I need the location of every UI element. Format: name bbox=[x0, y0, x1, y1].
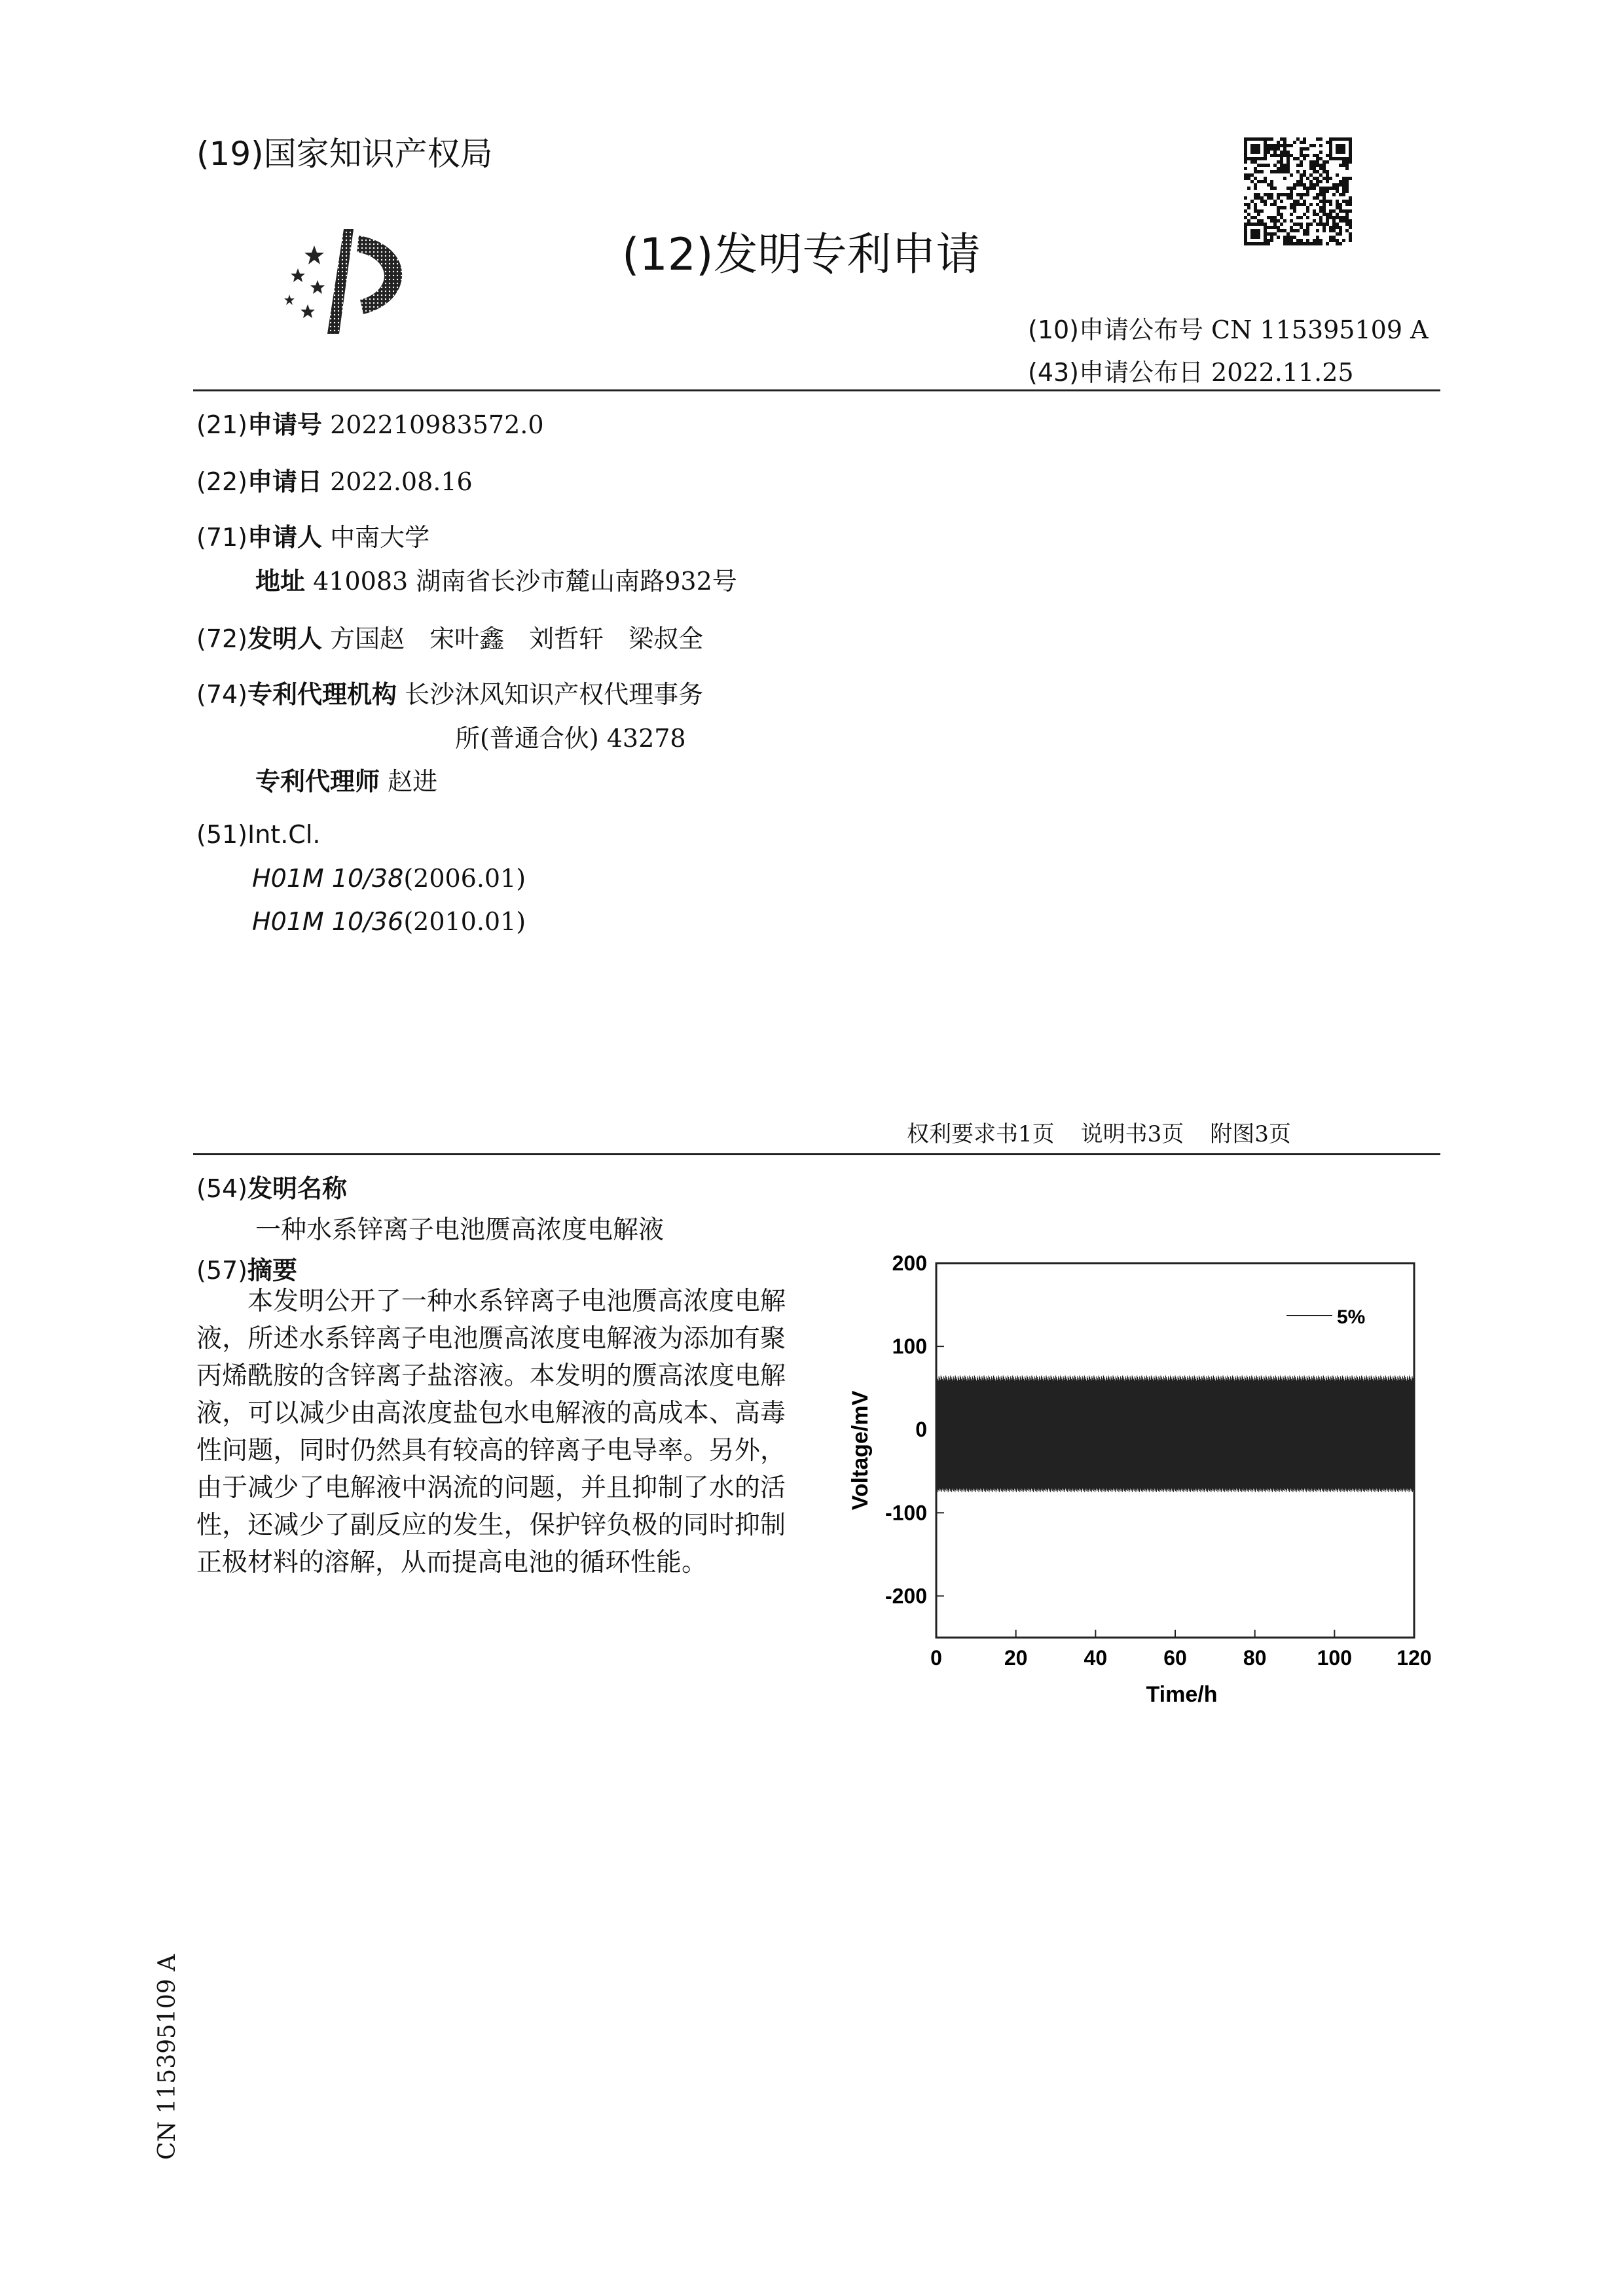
application-date-row bbox=[196, 461, 473, 497]
page-counts bbox=[907, 1116, 1291, 1148]
header-divider bbox=[193, 389, 1440, 391]
y-tick-label: -100 bbox=[884, 1501, 927, 1525]
publication-date: 2022.11.25 bbox=[1211, 358, 1354, 387]
ipc-version: (2006.01) bbox=[403, 864, 526, 893]
publication-number-row bbox=[1028, 310, 1429, 346]
side-publication-id bbox=[141, 1826, 219, 2166]
address-label: 地址 bbox=[255, 567, 306, 596]
cnipa-emblem-logo bbox=[262, 223, 432, 340]
y-tick-label: 100 bbox=[892, 1335, 927, 1359]
agency-name: 长沙沐风知识产权代理事务 bbox=[405, 680, 704, 709]
x-tick-label: 60 bbox=[1163, 1646, 1187, 1670]
voltage-time-chart bbox=[838, 1250, 1440, 1721]
legend-label: 5% bbox=[1337, 1306, 1366, 1328]
x-tick-label: 20 bbox=[1004, 1646, 1028, 1670]
inventors-label: 发明人 bbox=[247, 624, 323, 653]
title-heading bbox=[196, 1168, 347, 1204]
address-row bbox=[255, 561, 737, 597]
x-tick-label: 40 bbox=[1084, 1646, 1108, 1670]
y-axis-label: Voltage/mV bbox=[848, 1390, 873, 1511]
field-number: (21) bbox=[196, 410, 248, 439]
abstract-label: 摘要 bbox=[247, 1256, 298, 1285]
field-number: (54) bbox=[196, 1174, 248, 1203]
address: 410083 湖南省长沙市麓山南路932号 bbox=[313, 567, 737, 596]
document-type-title: (12)发明专利申请 bbox=[622, 229, 981, 281]
ipc-version: (2010.01) bbox=[403, 907, 526, 936]
abstract-text: 本发明公开了一种水系锌离子电池赝高浓度电解液，所述水系锌离子电池赝高浓度电解液为添加有聚丙烯酰胺的含锌离子盐溶液。本发明的赝高浓度电解液，可以减少由高浓度盐包水电解液的高成本、高毒性问题，同时仍然具有较高的锌离子电导率。另外，由于减少了电解液中涡流的问题，并且抑制了水的活性，还减少了副反应的发生，保护锌负极的同时抑制正极材料的溶解，从而提高电池的循环性能。 bbox=[196, 1287, 786, 1577]
publication-number: CN 115395109 A bbox=[1211, 315, 1429, 344]
agent-label: 专利代理师 bbox=[255, 767, 380, 796]
agency-name-continued: 所(普通合伙) 43278 bbox=[455, 724, 686, 753]
chart-signal bbox=[936, 1376, 1414, 1492]
field-number: (22) bbox=[196, 467, 248, 496]
y-tick-label: -200 bbox=[884, 1584, 927, 1608]
ipc-item bbox=[252, 907, 526, 936]
publication-date-label: (43)申请公布日 bbox=[1028, 358, 1204, 387]
x-tick-label: 80 bbox=[1243, 1646, 1267, 1670]
field-number: (51) bbox=[196, 820, 248, 849]
y-tick-label: 0 bbox=[915, 1418, 927, 1442]
inventors: 方国赵 宋叶鑫 刘哲轩 梁叔全 bbox=[330, 624, 704, 653]
invention-title: 一种水系锌离子电池赝高浓度电解液 bbox=[255, 1215, 665, 1245]
x-tick-label: 120 bbox=[1396, 1646, 1432, 1670]
ipc-label: Int.Cl. bbox=[247, 820, 321, 849]
application-date: 2022.08.16 bbox=[330, 467, 473, 496]
publication-number-label: (10)申请公布号 bbox=[1028, 315, 1204, 344]
office-name: (19)国家知识产权局 bbox=[196, 135, 493, 173]
agency-row bbox=[196, 674, 703, 710]
application-number-row bbox=[196, 404, 544, 440]
applicant: 中南大学 bbox=[330, 523, 430, 552]
field-number: (57) bbox=[196, 1256, 248, 1285]
qr-code bbox=[1244, 137, 1352, 248]
application-number: 202210983572.0 bbox=[330, 410, 544, 439]
x-tick-label: 0 bbox=[930, 1646, 942, 1670]
ipc-item bbox=[252, 864, 526, 893]
publication-date-row bbox=[1028, 352, 1354, 388]
application-number-label: 申请号 bbox=[247, 410, 323, 439]
agency-label: 专利代理机构 bbox=[247, 680, 397, 709]
inventors-row bbox=[196, 619, 703, 655]
applicant-row bbox=[196, 517, 429, 553]
drawings-pages: 附图3页 bbox=[1210, 1121, 1291, 1147]
application-date-label: 申请日 bbox=[247, 467, 323, 496]
section-divider bbox=[193, 1153, 1440, 1155]
agent: 赵进 bbox=[388, 767, 438, 796]
field-number: (72) bbox=[196, 624, 248, 653]
side-publication-id-text: CN 115395109 A bbox=[154, 1954, 181, 2160]
ipc-code: H01M 10/38 bbox=[252, 864, 404, 893]
legend bbox=[1286, 1306, 1365, 1328]
x-tick-label: 100 bbox=[1317, 1646, 1353, 1670]
ipc-header-row bbox=[196, 820, 320, 849]
y-tick-label: 200 bbox=[892, 1251, 927, 1275]
abstract-heading bbox=[196, 1250, 297, 1286]
field-number: (74) bbox=[196, 680, 248, 709]
field-number: (71) bbox=[196, 523, 248, 552]
claims-pages: 权利要求书1页 bbox=[907, 1121, 1055, 1147]
description-pages: 说明书3页 bbox=[1080, 1121, 1184, 1147]
series-line-5pct bbox=[936, 1376, 1414, 1492]
title-label: 发明名称 bbox=[247, 1174, 348, 1203]
ipc-code: H01M 10/36 bbox=[252, 907, 404, 936]
agent-row bbox=[255, 761, 437, 797]
applicant-label: 申请人 bbox=[247, 523, 323, 552]
agency-row-continued bbox=[455, 718, 686, 754]
x-axis-label: Time/h bbox=[1146, 1682, 1218, 1707]
